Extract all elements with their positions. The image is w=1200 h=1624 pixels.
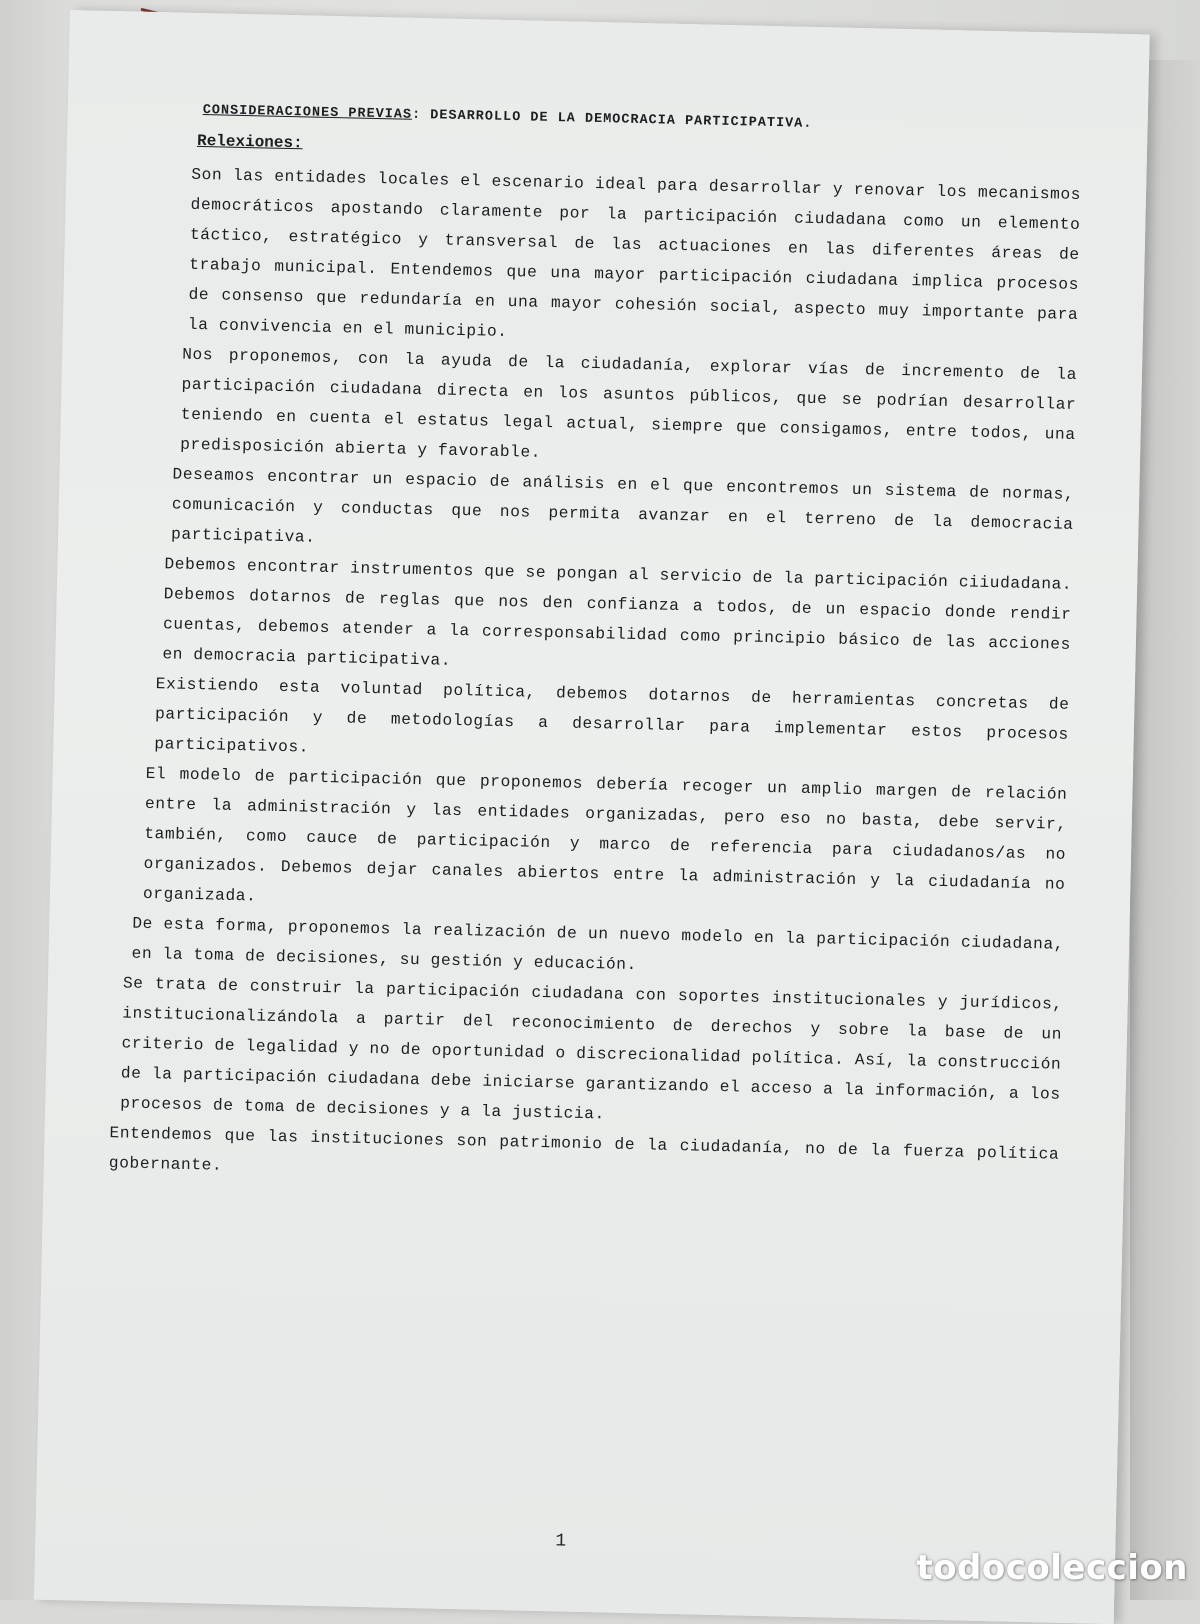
- paragraph: Entendemos que las instituciones son patrimonio de la ciudadanía, no de la fuerza política gobernante.: [108, 1124, 1060, 1175]
- watermark-logo: todocoleccion: [916, 1548, 1188, 1588]
- page-number: 1: [555, 1531, 567, 1552]
- document-page: [34, 10, 1150, 1624]
- paragraph: Nos proponemos, con la ayuda de la ciudadanía, explorar vías de incremento de la participación ciudadana directa en los asuntos públicos, que se podrían desarrollar teniendo en cuenta el estatus legal actual, siempre que consigamos, entre todos, una predisposición abierta y favorable.: [179, 345, 1078, 462]
- document-content: [109, 101, 1083, 1199]
- paragraph: Deseamos encontrar un espacio de análisis en el que encontremos un sistema de normas, comunicación y conductas que nos permita avanzar en el terreno de la democracia participativa.: [170, 465, 1075, 547]
- paragraph: Debemos encontrar instrumentos que se pongan al servicio de la participación ciiudadana. Debemos dotarnos de reglas que nos den confianza a todos, de un espacio donde rendir cuentas, debemos atender a la corresponsabilidad como principio básico de las acciones en democracia participativa.: [162, 555, 1073, 670]
- paragraph: Son las entidades locales el escenario ideal para desarrollar y renovar los mecanismos democráticos apostando claramente por la participación ciudadana como un elemento táctico, estratégico y transversal de las actuaciones en las diferentes áreas de trabajo municipal. Entendemos que una mayor participación ciudadana implica procesos de consenso que redundaría en una mayor cohesión social, aspecto muy importante para la convivencia en el municipio.: [187, 165, 1082, 342]
- paragraph: Existiendo esta voluntad política, debemos dotarnos de herramientas concretas de participación y de metodologías a desarrollar para implementar estos procesos participativos.: [154, 675, 1070, 757]
- document-heading: [203, 103, 1083, 138]
- paragraph: El modelo de participación que proponemos debería recoger un amplio margen de relación entre la administración y las entidades organizadas, pero eso no basta, debe servir, también, como cauce de participación y marco de referencia para ciudadanos/as no organizados. Debemos dejar canales abiertos entre la administración y la ciudadanía no organizada.: [142, 764, 1068, 906]
- subheading: Relexiones:: [196, 131, 303, 153]
- heading-underlined: CONSIDERACIONES PREVIAS: [202, 103, 413, 123]
- heading-rest: : DESARROLLO DE LA DEMOCRACIA PARTICIPATIVA.: [411, 107, 813, 132]
- paragraph: De esta forma, proponemos la realización de un nuevo modelo en la participación ciudadana, en la toma de decisiones, su gestión y educación.: [131, 914, 1065, 975]
- paragraph: Se trata de construir la participación ciudadana con soportes institucionales y jurídicos, institucionalizándola a partir del reconocimiento de derechos y sobre la base de un criterio de legalidad y no de oportunidad o discrecionalidad política. Así, la construcción de la participación ciudadana debe iniciarse garantizando el acceso a la información, a los procesos de toma de decisiones y a la justicia.: [120, 974, 1063, 1124]
